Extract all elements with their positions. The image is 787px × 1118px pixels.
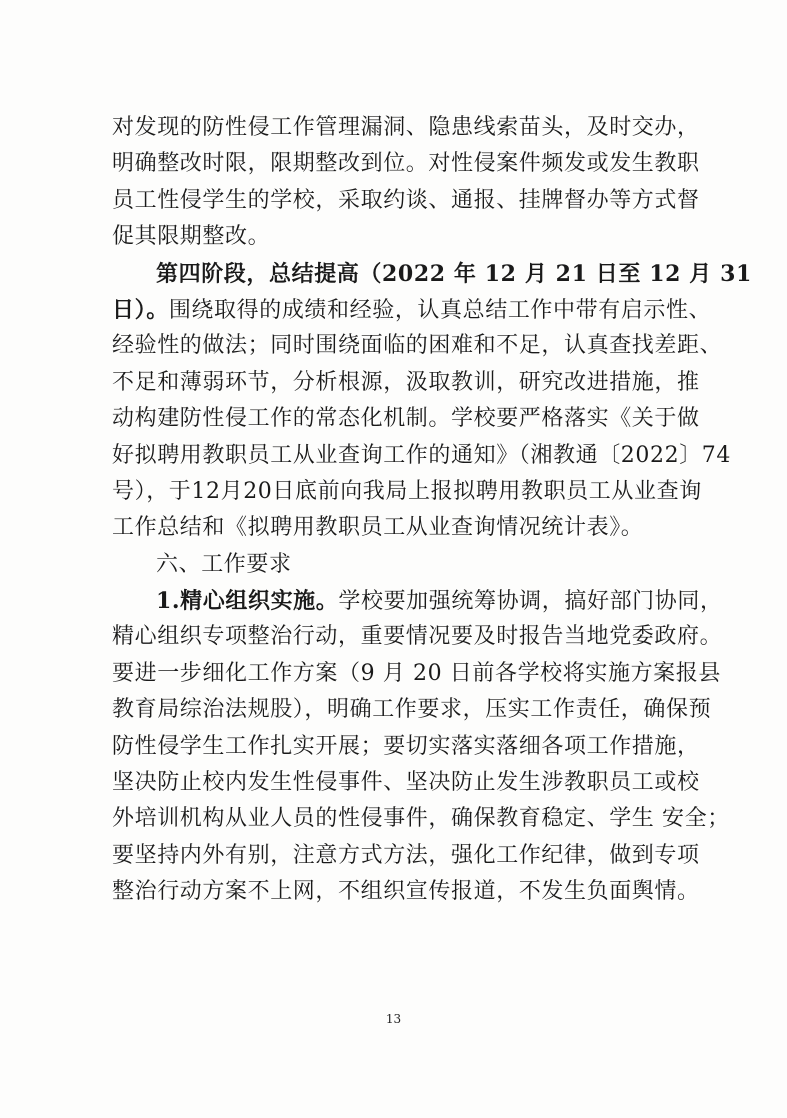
text-line: 教育局综治法规股），明确工作要求，压实工作责任，确保预 (112, 697, 712, 723)
text-line: 明确整改时限，限期整改到位。对性侵案件频发或发生教职 (112, 151, 700, 177)
text-line: 不足和薄弱环节，分析根源，汲取教训，研究改进措施，推 (112, 369, 700, 395)
text-line: 防性侵学生工作扎实开展；要切实落实落细各项工作措施， (112, 733, 700, 759)
text-span: 学校要加强统筹协调，搞好部门协同， (338, 589, 723, 615)
subsection-title: 1.精心组织实施。 (156, 588, 339, 615)
document-body (112, 110, 752, 911)
text-line: 促其限期整改。 (112, 224, 271, 250)
section-heading: 六、工作要求 (156, 551, 292, 577)
paragraph-organize-implementation (112, 583, 730, 911)
text-line (112, 583, 723, 619)
stage-four-title: 第四阶段，总结提高（2022 年 12 月 21 日至 12 月 31 (156, 260, 752, 287)
text-line: 精心组织专项整治行动，重要情况要及时报告当地党委政府。 (112, 624, 723, 650)
text-line: 要坚持内外有别，注意方式方法，强化工作纪律，做到专项 (112, 842, 700, 868)
text-line: 好拟聘用教职员工从业查询工作的通知》（湘教通〔2022〕74 (112, 442, 731, 468)
paragraph-stage-four (112, 256, 752, 547)
page-number: 13 (385, 1012, 402, 1026)
text-line: 坚决防止校内发生性侵事件、坚决防止发生涉教职员工或校 (112, 770, 700, 796)
text-line: 经验性的做法；同时围绕面临的困难和不足，认真查找差距、 (112, 333, 723, 359)
text-line: 员工性侵学生的学校，采取约谈、通报、挂牌督办等方式督 (112, 187, 700, 213)
text-line: 要进一步细化工作方案（9 月 20 日前各学校将实施方案报县 (112, 660, 721, 686)
text-line: 工作总结和《拟聘用教职员工从业查询情况统计表》。 (112, 515, 644, 541)
text-line: 整治行动方案不上网，不组织宣传报道，不发生负面舆情。 (112, 879, 700, 905)
text-line: 动构建防性侵工作的常态化机制。学校要严格落实《关于做 (112, 406, 700, 432)
text-line: 号），于12月20日底前向我局上报拟聘用教职员工从业查询 (112, 478, 702, 504)
stage-four-title-end: 日）。 (112, 296, 169, 323)
text-line: 对发现的防性侵工作管理漏洞、隐患线索苗头，及时交办， (112, 115, 700, 140)
paragraph-rectification (112, 110, 700, 256)
text-span: 围绕取得的成绩和经验，认真总结工作中带有启示性、 (168, 297, 712, 323)
text-line: 外培训机构从业人员的性侵事件，确保教育稳定、学生 安全； (112, 806, 730, 832)
text-line (112, 292, 712, 328)
